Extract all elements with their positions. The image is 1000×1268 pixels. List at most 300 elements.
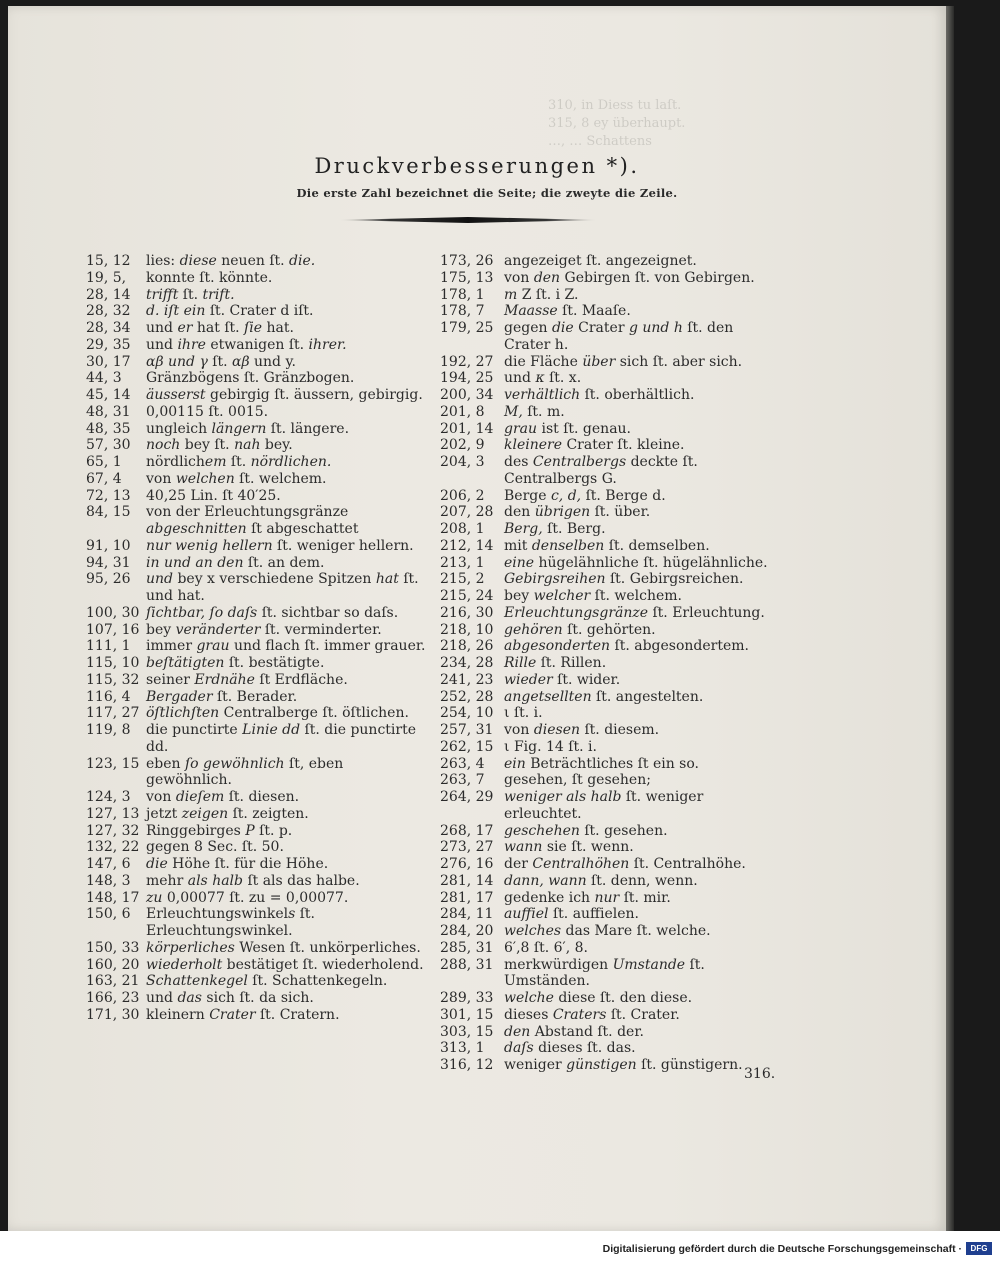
errata-entry: [440, 839, 780, 856]
errata-correction: [146, 689, 426, 706]
correction-text: ſt. auffielen.: [548, 906, 639, 923]
emphasized-text: verhältlich: [504, 387, 581, 403]
errata-reference: 171, 30: [86, 1006, 140, 1023]
correction-text: gebirgig ſt. äussern, gebirgig.: [205, 387, 423, 403]
errata-reference: 202, 9: [440, 437, 485, 454]
errata-entry: [440, 856, 780, 873]
emphasized-text: welche: [504, 990, 554, 1006]
correction-text: 0,00115 ſt. 0015.: [146, 403, 269, 420]
emphasized-text: eine: [504, 554, 535, 571]
emphasized-text: ihre: [177, 336, 206, 353]
emphasized-text: welcher: [533, 588, 591, 604]
emphasized-text: abgesonderten: [504, 638, 611, 655]
emphasized-text: Schattenkegel: [146, 973, 248, 990]
errata-entry: [440, 370, 780, 387]
errata-correction: [146, 421, 426, 438]
errata-correction: [504, 504, 780, 521]
errata-entry: [440, 421, 780, 438]
errata-reference: 124, 3: [86, 789, 131, 805]
errata-correction: [146, 471, 426, 488]
errata-entry: [86, 990, 426, 1007]
emphasized-text: die: [146, 856, 168, 872]
errata-correction: [504, 622, 780, 639]
correction-text: Gränzbögens: [146, 370, 240, 387]
errata-reference: 67, 4: [86, 470, 122, 487]
correction-text: dieses ſt. das.: [533, 1040, 636, 1057]
errata-correction: [146, 504, 426, 538]
correction-text: ſt.: [178, 286, 203, 303]
correction-text: ſt. weniger erleuchtet.: [504, 789, 704, 822]
errata-reference: 175, 13: [440, 269, 494, 286]
show-through-text: 310, in Diess tu laſt.: [548, 98, 682, 113]
correction-text: ſt. sichtbar so daſs.: [257, 604, 399, 621]
errata-correction: [146, 856, 426, 873]
emphasized-text: grau: [504, 420, 538, 437]
correction-text: hügelähnliche ſt. hügelähnliche.: [534, 554, 768, 571]
document-page: [8, 6, 946, 1231]
correction-text: ſt. Gebirgsreichen.: [605, 571, 744, 588]
correction-text: 0,00077 ſt. zu = 0,00077.: [162, 889, 349, 906]
emphasized-text: m: [504, 286, 518, 303]
emphasized-text: beſtätigten: [146, 655, 225, 671]
errata-entry: [440, 253, 780, 270]
errata-entry: [440, 772, 780, 789]
errata-entry: [440, 957, 780, 991]
errata-reference: 28, 34: [86, 320, 131, 336]
errata-correction: [504, 354, 780, 371]
errata-correction: [504, 638, 780, 655]
errata-entry: [86, 856, 426, 873]
errata-reference: 84, 15: [86, 504, 131, 521]
emphasized-text: αβ: [231, 353, 250, 370]
dfg-logo: DFG: [966, 1242, 992, 1255]
errata-correction: [504, 437, 780, 454]
correction-text: und flach ſt. immer grauer.: [229, 638, 426, 655]
correction-text: von: [504, 722, 534, 738]
errata-reference: 254, 10: [440, 705, 494, 722]
errata-entry: [86, 270, 426, 287]
emphasized-text: ihrer.: [308, 336, 347, 353]
errata-correction: [146, 287, 426, 304]
correction-text: eben: [146, 755, 185, 772]
errata-entry: [440, 571, 780, 588]
errata-reference: 262, 15: [440, 738, 494, 755]
emphasized-text: äusserst: [146, 387, 206, 403]
errata-correction: [504, 370, 780, 387]
correction-text: von: [146, 470, 176, 487]
errata-entry: [86, 789, 426, 806]
errata-reference: 160, 20: [86, 956, 140, 973]
errata-reference: 117, 27: [86, 705, 140, 722]
correction-text: nördlich: [146, 454, 205, 470]
correction-text: kleinern: [146, 1006, 210, 1023]
errata-correction: [504, 873, 780, 890]
correction-text: Abstand ſt. der.: [530, 1023, 644, 1040]
errata-correction: [146, 973, 426, 990]
correction-text: und y.: [249, 353, 296, 370]
correction-text: immer: [146, 638, 197, 655]
emphasized-text: auffiel: [504, 906, 549, 923]
errata-entry: [440, 538, 780, 555]
correction-text: gegen 8 Sec. ſt. 50.: [146, 839, 284, 856]
errata-entry: [440, 1057, 780, 1074]
errata-entry: [86, 337, 426, 354]
correction-text: Erleuchtungswinkel: [146, 906, 289, 923]
errata-reference: 234, 28: [440, 655, 494, 671]
errata-entry: [440, 588, 780, 605]
correction-text: deckte ſt. Centralbergs G.: [504, 454, 698, 487]
emphasized-text: die: [551, 320, 574, 336]
errata-correction: [504, 555, 780, 572]
errata-reference: 208, 1: [440, 521, 485, 537]
correction-text: von der Erleuchtungsgränze: [146, 504, 349, 521]
correction-text: Berge: [504, 487, 551, 504]
errata-correction: [504, 320, 780, 354]
errata-entry: [440, 605, 780, 622]
emphasized-text: angetsellten: [504, 688, 592, 705]
errata-reference: 284, 20: [440, 923, 494, 939]
correction-text: ſt. Berg.: [542, 521, 606, 537]
emphasized-text: dieſem: [175, 789, 225, 805]
correction-text: Crater ſt. kleine.: [562, 437, 685, 454]
correction-text: ſt. über.: [590, 504, 651, 521]
correction-text: gesehen, ſt gesehen;: [504, 772, 651, 789]
emphasized-text: d. iſt ein: [146, 303, 206, 320]
emphasized-text: Berg,: [504, 521, 543, 537]
errata-correction: [504, 488, 780, 505]
correction-text: ſt. x.: [544, 370, 582, 387]
correction-text: lies:: [146, 253, 180, 269]
errata-reference: 204, 3: [440, 454, 485, 470]
errata-reference: 28, 14: [86, 286, 131, 303]
correction-text: ſt. den Crater h.: [504, 320, 734, 353]
errata-reference: 48, 31: [86, 403, 131, 420]
correction-text: ſt. Umständen.: [504, 956, 705, 990]
errata-reference: 263, 7: [440, 772, 485, 789]
errata-entry: [440, 1007, 780, 1024]
errata-correction: [504, 739, 780, 756]
correction-text: seiner: [146, 671, 195, 688]
errata-reference: 201, 8: [440, 403, 485, 420]
emphasized-text: Erleuchtungsgränze: [504, 604, 649, 621]
errata-reference: 111, 1: [86, 638, 131, 655]
errata-entry: [86, 538, 426, 555]
errata-correction: [146, 823, 426, 840]
errata-correction: [146, 873, 426, 890]
errata-column-right: [440, 253, 780, 1074]
errata-entry: [86, 354, 426, 371]
errata-reference: 115, 10: [86, 655, 140, 671]
page-subtitle: Die erste Zahl bezeichnet die Seite; die zweyte die Zeile.: [296, 186, 678, 200]
correction-text: ſt.: [207, 353, 232, 370]
errata-correction: [504, 387, 780, 404]
correction-text: sie ſt. wenn.: [542, 839, 634, 856]
errata-correction: [504, 521, 780, 538]
errata-entry: [440, 873, 780, 890]
correction-text: sich ſt. aber sich.: [615, 353, 743, 370]
errata-reference: 147, 6: [86, 856, 131, 872]
correction-text: und: [146, 990, 178, 1006]
emphasized-text: nur wenig hellern: [146, 537, 273, 554]
errata-entry: [440, 555, 780, 572]
errata-entry: [86, 890, 426, 907]
errata-reference: 284, 11: [440, 906, 494, 923]
errata-correction: [146, 906, 426, 940]
errata-correction: [146, 370, 426, 387]
correction-text: das Mare ſt. welche.: [561, 923, 711, 939]
errata-entry: [86, 940, 426, 957]
emphasized-text: welchen: [175, 470, 235, 487]
correction-text: ſt. Berge d.: [581, 487, 666, 504]
correction-text: ſt Erdfläche.: [254, 671, 348, 688]
errata-reference: 241, 23: [440, 671, 494, 688]
emphasized-text: denselben: [531, 537, 605, 554]
correction-text: ſt. Schattenkegeln.: [247, 973, 388, 990]
errata-reference: 166, 23: [86, 990, 140, 1006]
correction-text: ſt. denn, wenn.: [586, 872, 698, 889]
errata-reference: 179, 25: [440, 320, 494, 336]
errata-entry: [86, 622, 426, 639]
correction-text: ſt. diesem.: [580, 722, 660, 738]
emphasized-text: über: [582, 353, 616, 370]
correction-text: von: [504, 269, 534, 286]
errata-reference: 148, 3: [86, 872, 131, 889]
emphasized-text: den: [533, 269, 561, 286]
errata-correction: [504, 789, 780, 823]
errata-entry: [86, 437, 426, 454]
errata-correction: [504, 655, 780, 672]
emphasized-text: Linie dd: [242, 722, 301, 738]
errata-entry: [86, 571, 426, 605]
errata-entry: [440, 1024, 780, 1041]
errata-entry: [86, 689, 426, 706]
errata-entry: [440, 739, 780, 756]
errata-reference: 288, 31: [440, 956, 494, 973]
correction-text: der: [504, 856, 533, 872]
errata-reference: 216, 30: [440, 604, 494, 621]
errata-correction: [504, 856, 780, 873]
errata-entry: [440, 672, 780, 689]
emphasized-text: und: [146, 571, 173, 588]
errata-entry: [440, 890, 780, 907]
errata-correction: [146, 337, 426, 354]
errata-reference: 91, 10: [86, 537, 131, 554]
footer-bar: [0, 1231, 1000, 1268]
errata-correction: [146, 806, 426, 823]
emphasized-text: g und h: [628, 320, 683, 336]
errata-correction: [504, 906, 780, 923]
errata-entry: [440, 689, 780, 706]
errata-reference: 268, 17: [440, 822, 494, 839]
correction-text: ſt. mir.: [619, 889, 671, 906]
errata-correction: [504, 722, 780, 739]
errata-correction: [504, 890, 780, 907]
errata-correction: [504, 990, 780, 1007]
errata-entry: [86, 287, 426, 304]
correction-text: ſt. angestelten.: [591, 688, 704, 705]
correction-text: ι ſt. i.: [504, 705, 543, 722]
errata-reference: 264, 29: [440, 789, 494, 805]
errata-reference: 150, 6: [86, 906, 131, 923]
errata-reference: 48, 35: [86, 420, 131, 437]
errata-entry: [86, 253, 426, 270]
emphasized-text: wann: [504, 839, 543, 856]
errata-entry: [86, 471, 426, 488]
correction-text: ſt. oberhältlich.: [580, 387, 695, 403]
correction-text: hat.: [262, 320, 294, 336]
errata-reference: 257, 31: [440, 722, 494, 738]
correction-text: ſt. weniger hellern.: [272, 537, 414, 554]
emphasized-text: nur: [594, 889, 620, 906]
emphasized-text: diese: [179, 253, 217, 269]
errata-entry: [440, 488, 780, 505]
correction-text: ſt. p.: [254, 822, 293, 839]
errata-correction: [504, 940, 780, 957]
errata-correction: [146, 555, 426, 572]
emphasized-text: als halb: [187, 872, 243, 889]
catchword: 316.: [744, 1066, 776, 1082]
emphasized-text: s: [288, 906, 296, 923]
errata-reference: 15, 12: [86, 253, 131, 269]
errata-entry: [86, 756, 426, 790]
errata-reference: 215, 24: [440, 588, 494, 604]
emphasized-text: welches: [504, 923, 562, 939]
correction-text: diese ſt. den diese.: [553, 990, 693, 1006]
correction-text: ſt. Erleuchtung.: [648, 604, 765, 621]
errata-reference: 173, 26: [440, 253, 494, 269]
correction-text: von: [146, 789, 176, 805]
correction-text: Ringgebirges: [146, 822, 246, 839]
errata-reference: 213, 1: [440, 554, 485, 571]
errata-reference: 281, 17: [440, 889, 494, 906]
errata-reference: 316, 12: [440, 1057, 494, 1073]
errata-entry: [86, 504, 426, 538]
correction-text: ſt. Cratern.: [255, 1006, 340, 1023]
errata-entry: [440, 404, 780, 421]
emphasized-text: günstigen: [566, 1057, 637, 1073]
emphasized-text: ſie: [244, 320, 262, 336]
errata-correction: [504, 605, 780, 622]
show-through-text: 315, 8 ey überhaupt.: [548, 116, 686, 131]
errata-reference: 194, 25: [440, 370, 494, 387]
correction-text: ſt. welchem.: [590, 588, 682, 604]
errata-entry: [440, 320, 780, 354]
correction-text: ſt, eben gewöhnlich.: [146, 755, 344, 789]
errata-correction: [146, 957, 426, 974]
errata-correction: [504, 689, 780, 706]
emphasized-text: längern: [211, 420, 267, 437]
errata-entry: [440, 303, 780, 320]
correction-text: ſt. verminderter.: [260, 621, 382, 638]
correction-text: Crater: [573, 320, 629, 336]
errata-correction: [504, 287, 780, 304]
correction-text: ſt. Crater d iſt.: [205, 303, 314, 320]
errata-correction: [504, 1007, 780, 1024]
errata-reference: 178, 1: [440, 286, 485, 303]
errata-correction: [504, 705, 780, 722]
correction-text: 6′,8 ſt. 6′, 8.: [504, 939, 588, 956]
errata-entry: [440, 823, 780, 840]
errata-entry: [440, 622, 780, 639]
correction-text: Höhe ſt. für die Höhe.: [167, 856, 329, 872]
errata-reference: 273, 27: [440, 839, 494, 856]
correction-text: ſt. Erleuchtungswinkel.: [146, 906, 315, 939]
errata-reference: 95, 26: [86, 571, 131, 588]
errata-reference: 301, 15: [440, 1006, 494, 1023]
errata-entry: [86, 605, 426, 622]
errata-correction: [146, 722, 426, 756]
correction-text: ſt. und hat.: [146, 571, 419, 604]
correction-text: ſt. die punctirte dd.: [146, 722, 416, 755]
correction-text: und: [146, 336, 178, 353]
correction-text: den: [504, 504, 535, 521]
errata-correction: [504, 421, 780, 438]
emphasized-text: Umstande: [612, 956, 686, 973]
errata-entry: [440, 940, 780, 957]
errata-reference: 127, 13: [86, 805, 140, 822]
correction-text: Z ſt. i Z.: [517, 286, 579, 303]
errata-correction: [146, 253, 426, 270]
errata-reference: 218, 10: [440, 621, 494, 638]
errata-correction: [504, 270, 780, 287]
errata-entry: [86, 906, 426, 940]
errata-correction: [504, 538, 780, 555]
errata-correction: [146, 320, 426, 337]
errata-reference: 45, 14: [86, 387, 131, 403]
correction-text: ſt. wider.: [552, 671, 621, 688]
correction-text: bey ſt.: [180, 437, 235, 454]
correction-text: Gebirgen ſt. von Gebirgen.: [560, 269, 755, 286]
correction-text: ſt. günstigern.: [636, 1057, 743, 1073]
correction-text: angezeiget ſt. angezeignet.: [504, 253, 697, 269]
correction-text: 40,25 Lin. ſt 40′25.: [146, 487, 281, 504]
errata-column-left: [86, 253, 426, 1024]
correction-text: hat ſt.: [192, 320, 245, 336]
correction-text: konnte ſt. könnte.: [146, 269, 273, 286]
correction-text: ſt. bestätigte.: [224, 655, 325, 671]
errata-correction: [504, 1057, 780, 1074]
errata-correction: [146, 303, 426, 320]
correction-text: ι Fig. 14 ſt. i.: [504, 738, 597, 755]
errata-correction: [504, 253, 780, 270]
emphasized-text: Rille: [504, 655, 537, 671]
errata-entry: [440, 655, 780, 672]
correction-text: ſt. zeigten.: [228, 805, 309, 822]
errata-reference: 163, 21: [86, 973, 140, 990]
errata-entry: [86, 555, 426, 572]
errata-entry: [86, 722, 426, 756]
errata-correction: [146, 454, 426, 471]
correction-text: und: [146, 320, 178, 336]
correction-text: bey.: [260, 437, 293, 454]
errata-correction: [504, 588, 780, 605]
emphasized-text: körperliches: [146, 939, 235, 956]
errata-entry: [86, 973, 426, 990]
errata-reference: 119, 8: [86, 722, 131, 738]
errata-correction: [146, 571, 426, 605]
errata-correction: [146, 404, 426, 421]
emphasized-text: in und an den: [146, 554, 244, 571]
emphasized-text: wiederholt: [146, 956, 223, 973]
errata-reference: 218, 26: [440, 638, 494, 655]
emphasized-text: em: [204, 454, 227, 470]
errata-entry: [86, 370, 426, 387]
emphasized-text: Maasse: [504, 303, 558, 320]
correction-text: bestätiget ſt. wiederholend.: [222, 956, 424, 973]
errata-reference: 116, 4: [86, 688, 131, 705]
correction-text: Beträchtliches ſt ein so.: [525, 755, 699, 772]
errata-reference: 263, 4: [440, 755, 485, 772]
